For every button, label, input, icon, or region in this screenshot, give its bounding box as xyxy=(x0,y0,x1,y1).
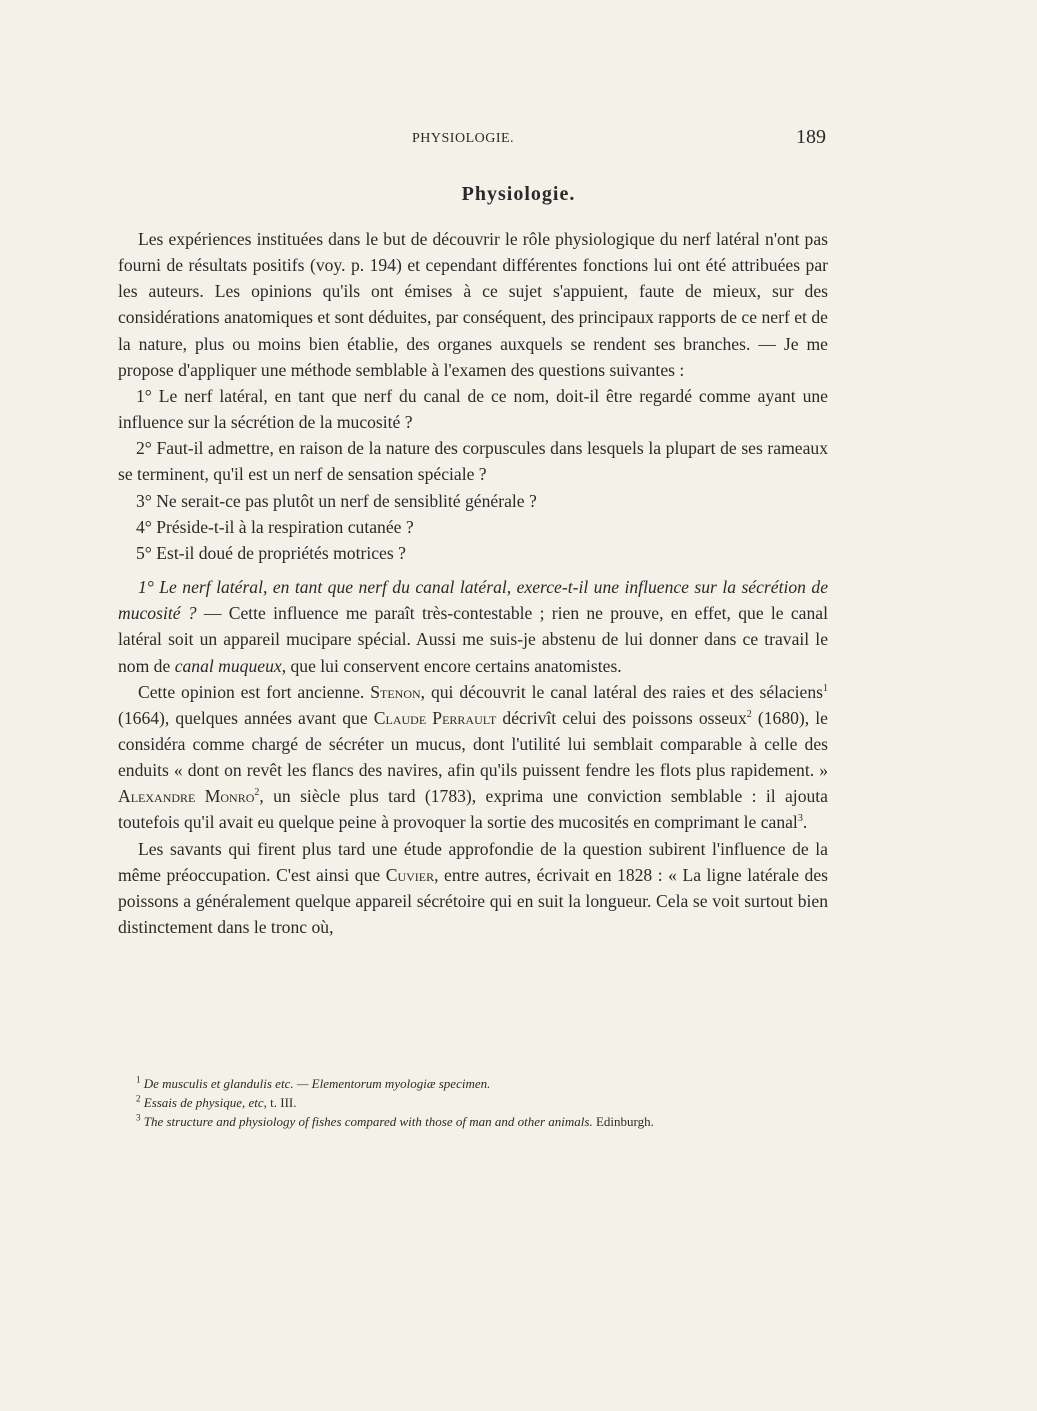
text-run: (1680), le considéra comme chargé de sécréter un mucus, dont l'utilité lui semblait comparable à celle des enduits « dont on revêt les flancs des navires, afin qu'ils puissent fendre les flots plus rapidement. » xyxy=(118,707,828,781)
text-run: . xyxy=(802,812,808,833)
text-run: , entre autres, écrivait en 1828 : « La ligne latérale des poissons a généralement quelque appareil sécrétoire qui en suit la longueur. Cela se voit surtout bien distinctement dans le tronc où, xyxy=(118,864,828,938)
footnote-mark: 2 xyxy=(136,1093,141,1104)
intro-paragraph: Les expériences instituées dans le but de découvrir le rôle physiologique du nerf latéral n'ont pas fourni de résultats positifs (voy. p. 194) et cependant différentes fonctions lui ont été attribuées par les auteurs. Les opinions qu'ils ont émises à ce sujet s'appuient, faute de mieux, sur des considérations anatomiques et sont déduites, par conséquent, des principaux rapports de ce nerf et de la nature, plus ou moins bien établie, des organes auxquels se rendent ses branches. — Je me propose d'appliquer une méthode semblable à l'examen des questions suivantes : xyxy=(118,229,828,380)
question-5: 5° Est-il doué de propriétés motrices ? xyxy=(136,542,406,563)
footnote-rest: Edinburgh. xyxy=(592,1114,654,1129)
footnote-2 xyxy=(136,1093,836,1112)
text-run: , que lui conservent encore certains anatomistes. xyxy=(281,655,622,676)
footnote-mark: 1 xyxy=(136,1074,141,1085)
body-text xyxy=(118,226,828,940)
footnote-ref[interactable]: 2 xyxy=(254,787,260,799)
text-run: , qui découvrit le canal latéral des raies et des sélaciens xyxy=(420,681,823,702)
subsection-heading: 1° Le nerf latéral, en tant que nerf du canal latéral, exerce-t-il une influence sur la sécrétion de mucosité ? xyxy=(118,577,828,624)
footnote-text: De musculis et glandulis etc. — Elementorum myologiæ specimen. xyxy=(143,1076,491,1091)
emphasis-term: canal muqueux xyxy=(174,655,282,676)
text-run: Cette opinion est fort ancienne. xyxy=(138,681,371,702)
footnote-title: Essais de physique, etc xyxy=(143,1095,264,1110)
author-name: Alexandre Monro xyxy=(118,786,255,807)
running-head: PHYSIOLOGIE. xyxy=(412,131,515,146)
footnote-3 xyxy=(136,1112,836,1131)
question-2: 2° Faut-il admettre, en raison de la nature des corpuscules dans lesquels la plupart de ses rameaux se terminent, qu'il est un nerf de sensation spéciale ? xyxy=(118,438,828,485)
text-run: décrivît celui des poissons osseux xyxy=(496,707,747,728)
paragraph-cuvier xyxy=(118,836,828,941)
footnote-1 xyxy=(136,1074,836,1093)
question-1: 1° Le nerf latéral, en tant que nerf du canal de ce nom, doit-il être regardé comme ayant une influence sur la sécrétion de la mucosité ? xyxy=(118,385,828,433)
page-number: 189 xyxy=(796,126,826,148)
footnote-ref[interactable]: 3 xyxy=(797,813,803,825)
text-run: (1664), quelques années avant que xyxy=(118,707,374,728)
question-3: 3° Ne serait-ce pas plutôt un nerf de sensiblité générale ? xyxy=(136,490,537,511)
footnote-ref[interactable]: 2 xyxy=(746,708,752,720)
footnote-ref[interactable]: 1 xyxy=(823,682,828,694)
paragraph-history xyxy=(118,679,828,836)
paragraph-mucosity xyxy=(118,574,828,679)
text-run: — Cette influence me paraît très-contestable ; rien ne prouve, en effet, que le canal latéral soit un appareil mucipare spécial. Aussi me suis-je abstenu de lui donner dans ce travail le nom de xyxy=(118,603,828,676)
footnote-title: The structure and physiology of fishes compared with those of man and other animals. xyxy=(143,1114,593,1129)
author-name: Claude Perrault xyxy=(373,707,497,728)
section-title: Physiologie. xyxy=(461,183,576,205)
footnotes xyxy=(136,1074,836,1131)
text-run: Les savants qui firent plus tard une étude approfondie de la question subirent l'influence de la même préoccupation. C'est ainsi que xyxy=(118,838,828,885)
author-name: Stenon xyxy=(370,681,421,702)
text-run: , un siècle plus tard (1783), exprima une conviction semblable : il ajouta toutefois qu'il avait eu quelque peine à provoquer la sortie des mucosités en comprimant le canal xyxy=(118,786,828,833)
question-4: 4° Préside-t-il à la respiration cutanée ? xyxy=(136,516,414,537)
footnote-rest: , t. III. xyxy=(263,1095,297,1110)
page-header xyxy=(118,126,828,156)
footnote-mark: 3 xyxy=(136,1112,141,1123)
author-name: Cuvier xyxy=(385,864,435,885)
